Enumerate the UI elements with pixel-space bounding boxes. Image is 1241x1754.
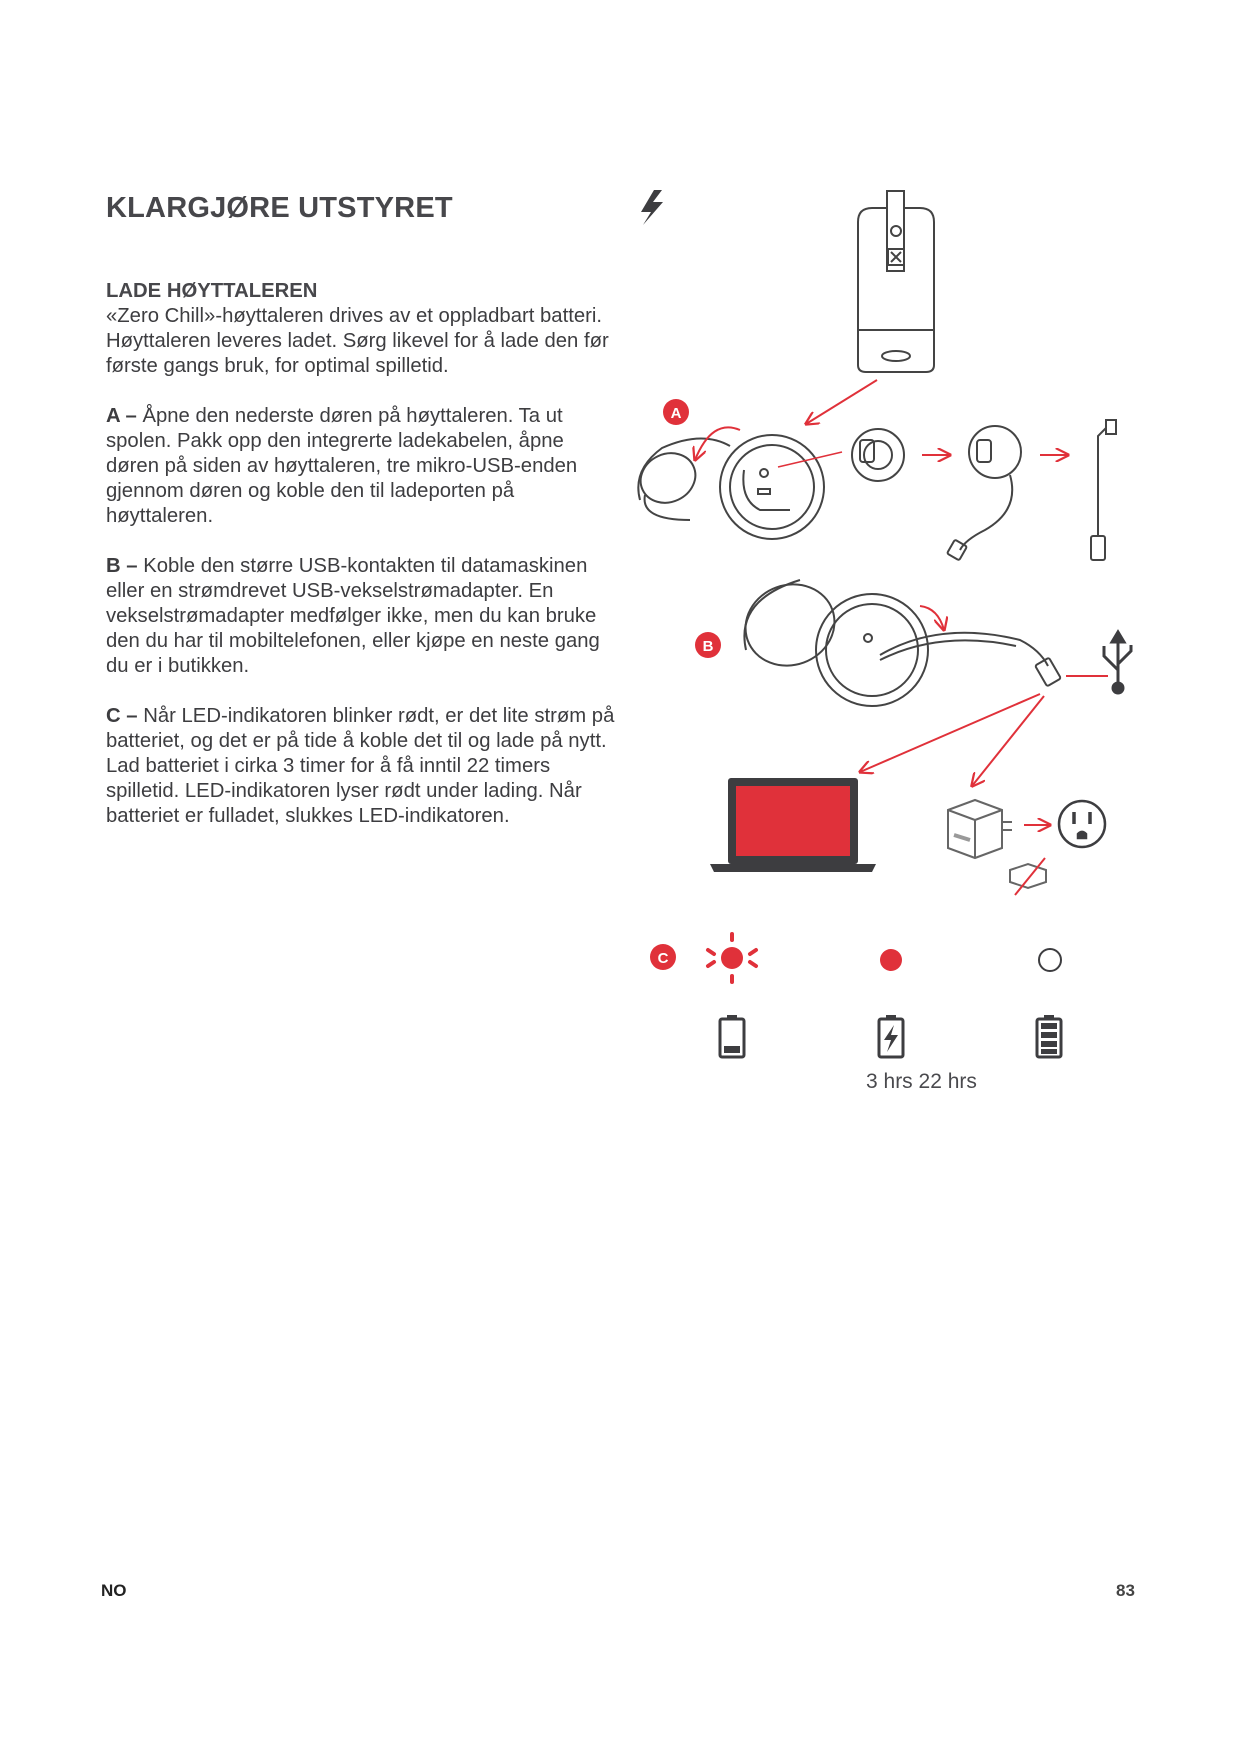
step-a-badge-text: A [670,405,682,422]
step-a-label: A – [106,405,137,427]
step-b-label: B – [106,555,138,577]
step-b-badge-text: B [702,638,714,655]
step-c-text: Når LED-indikatoren blinker rødt, er det lite strøm på batteriet, og det er på tide å koble det til og lade på nytt. Lad batteriet i cirka 3 timer for å få inntil 22 timers spilletid. LED-indikatoren lyser rødt under lading. Når batteriet er fulladet, slukkes LED-indikatoren. [106,705,615,827]
led-solid-icon [880,949,902,971]
step-a-text: Åpne den nederste døren på høyttaleren. Ta ut spolen. Pakk opp den integrerte ladekabelen, åpne døren på siden av høyttaleren, tre mikro-USB-enden gjennom døren og koble den til ladeporten på høyttaleren. [106,405,578,527]
outlet-illustration [1059,801,1105,847]
step-c-label: C – [106,705,138,727]
charge-time-label: 3 hrs 22 hrs [866,1070,977,1093]
step-b-badge [695,632,721,658]
lightning-icon [641,190,663,225]
cable-spool [852,429,904,481]
led-blinking-icon [708,934,756,982]
open-base-b [734,572,1061,706]
step-a-badge [663,399,689,425]
page-title: KLARGJØRE UTSTYRET [106,192,453,224]
battery-low-icon [720,1015,744,1057]
language-code: NO [101,1581,127,1600]
section-heading: LADE HØYTTALEREN [106,280,318,302]
speaker-illustration [858,191,934,372]
open-base-a [632,435,824,539]
unwound-cable [947,426,1021,560]
intro-paragraph: «Zero Chill»-høyttaleren drives av et oppladbart batteri. Høyttaleren leveres ladet. Sørg likevel for å lade den før første gangs bruk, for optimal spilletid. [106,305,609,377]
page-number: 83 [1116,1581,1135,1600]
step-b-text: Koble den større USB-kontakten til datamaskinen eller en strømdrevet USB-vekselstrømadapter. En vekselstrømadapter medfølger ikke, men du kan bruke den du har til mobiltelefonen, eller kjøpe en neste gang du er i butikken. [106,555,600,677]
led-off-icon [1039,949,1061,971]
step-c-badge-text: C [657,950,669,967]
battery-full-icon [1037,1015,1061,1057]
usb-icon [1104,632,1131,693]
step-c-badge [650,944,676,970]
straight-cable [1091,420,1116,560]
laptop-illustration [710,778,876,872]
battery-charging-icon [879,1015,903,1057]
